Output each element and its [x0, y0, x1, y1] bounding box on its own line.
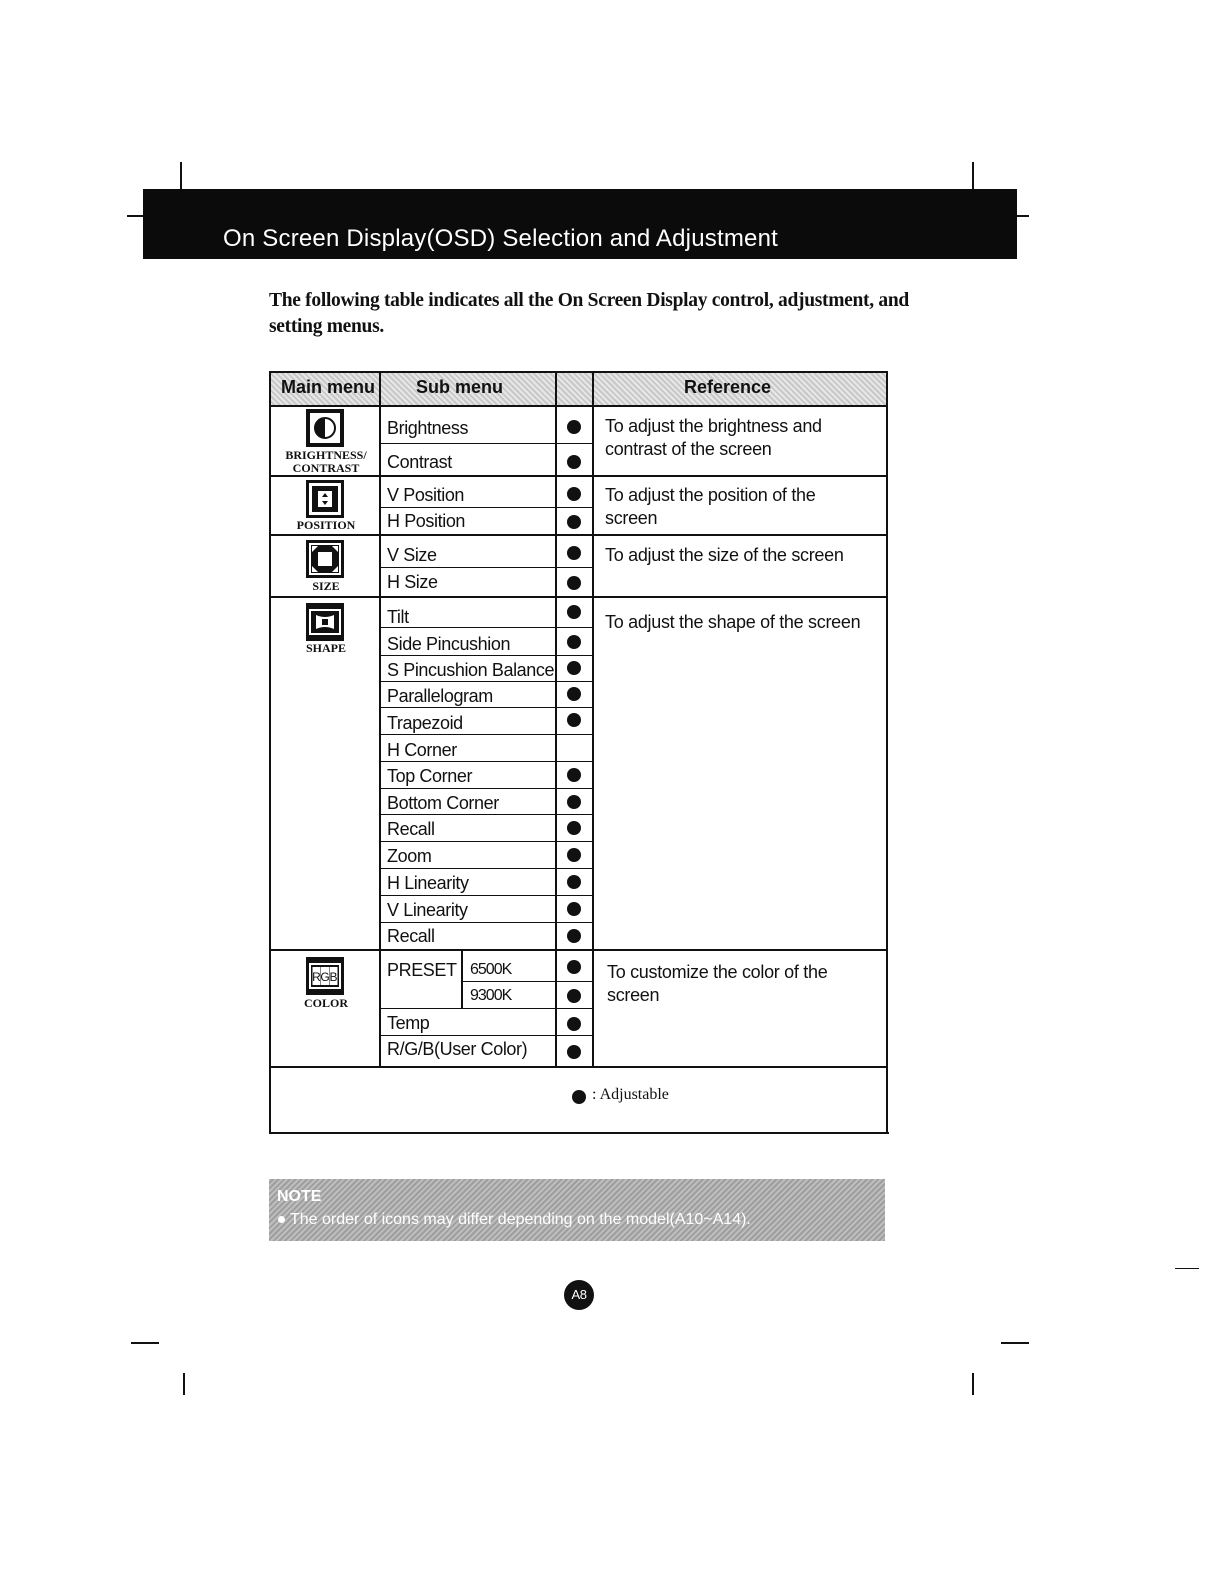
table-line [379, 443, 594, 444]
shape-label: SHAPE [305, 641, 346, 655]
adjustable-dot [567, 515, 581, 529]
adjustable-dot [567, 546, 581, 560]
preset-9300k[interactable]: 9300K [470, 987, 512, 1004]
submenu-v-position[interactable]: V Position [387, 485, 465, 505]
adjustable-dot [567, 713, 581, 727]
shape-icon [306, 603, 344, 641]
adjustable-dot [567, 768, 581, 782]
adjustable-dot [567, 875, 581, 889]
rgb-icon-g: G [320, 970, 330, 984]
submenu-preset[interactable]: PRESET [387, 960, 457, 980]
note-title: NOTE [277, 1188, 322, 1205]
note-text: The order of icons may differ depending on the model(A10~A14). [290, 1211, 751, 1228]
legend-text: : Adjustable [592, 1086, 669, 1103]
submenu-rgb-user-color[interactable]: R/G/B(User Color) [387, 1039, 528, 1059]
submenu-temp[interactable]: Temp [387, 1013, 430, 1033]
table-line [269, 534, 888, 536]
crop-mark [972, 162, 974, 190]
table-line [379, 868, 594, 869]
rgb-icon-b: B [329, 970, 338, 984]
adjustable-dot [567, 420, 581, 434]
adjustable-dot [567, 902, 581, 916]
crop-mark [1175, 1268, 1199, 1269]
adjustable-dot [567, 848, 581, 862]
adjustable-dot [567, 1017, 581, 1031]
table-border [269, 1132, 889, 1134]
table-line [379, 734, 594, 735]
table-line [269, 1066, 888, 1068]
submenu-v-size[interactable]: V Size [387, 545, 437, 565]
table-line [379, 655, 594, 656]
intro-text: The following table indicates all the On Screen Display control, adjustment, and setting menus. [269, 290, 909, 337]
adjustable-dot [567, 989, 581, 1003]
header-main-menu: Main menu [281, 377, 376, 397]
crop-mark [1001, 1342, 1029, 1344]
position-icon [306, 480, 344, 518]
submenu-v-linearity[interactable]: V Linearity [387, 900, 468, 920]
submenu-bottom-corner[interactable]: Bottom Corner [387, 793, 499, 813]
submenu-h-position[interactable]: H Position [387, 511, 466, 531]
table-line [461, 951, 463, 1009]
page-title: On Screen Display(OSD) Selection and Adjustment [223, 225, 778, 252]
reference-brightness: To adjust the brightness and contrast of the screen [605, 416, 822, 459]
adjustable-dot [567, 635, 581, 649]
submenu-h-size[interactable]: H Size [387, 572, 438, 592]
table-line [461, 981, 594, 982]
table-line [379, 1008, 594, 1009]
crop-mark [1015, 215, 1029, 217]
crop-mark [972, 1373, 974, 1395]
brightness-contrast-label: BRIGHTNESS/ CONTRAST [285, 448, 367, 475]
note-bullet-icon [278, 1216, 285, 1223]
table-line [379, 627, 594, 628]
reference-size: To adjust the size of the screen [605, 545, 844, 565]
submenu-h-linearity[interactable]: H Linearity [387, 873, 469, 893]
table-line [379, 567, 594, 568]
header-reference: Reference [684, 377, 772, 397]
adjustable-dot [567, 661, 581, 675]
submenu-trapezoid[interactable]: Trapezoid [387, 713, 463, 733]
table-line [269, 949, 888, 951]
table-line [379, 814, 594, 815]
table-line [379, 507, 594, 508]
reference-color: To customize the color of the screen [607, 962, 828, 1005]
table-line [379, 1035, 594, 1036]
submenu-contrast[interactable]: Contrast [387, 452, 452, 472]
submenu-zoom[interactable]: Zoom [387, 846, 432, 866]
brightness-contrast-icon [306, 409, 344, 447]
crop-mark [183, 1373, 185, 1395]
page-header [143, 189, 1017, 259]
table-line [379, 681, 594, 682]
submenu-h-corner[interactable]: H Corner [387, 740, 457, 760]
preset-6500k[interactable]: 6500K [470, 961, 512, 978]
rgb-icon [306, 957, 344, 995]
note-box [269, 1179, 885, 1241]
table-border [269, 371, 888, 373]
rgb-icon-r: R [312, 970, 321, 984]
crop-mark [131, 1342, 159, 1344]
submenu-brightness[interactable]: Brightness [387, 418, 469, 438]
size-icon [306, 540, 344, 578]
submenu-parallelogram[interactable]: Parallelogram [387, 686, 493, 706]
adjustable-dot [567, 929, 581, 943]
legend-dot [572, 1090, 586, 1104]
color-label: COLOR [303, 996, 348, 1010]
table-line [379, 895, 594, 896]
table-line [379, 922, 594, 923]
page-number: A8 [564, 1280, 594, 1310]
adjustable-dot [567, 576, 581, 590]
table-border [269, 371, 271, 1134]
adjustable-dot [567, 821, 581, 835]
adjustable-dot [567, 795, 581, 809]
header-bg [557, 373, 592, 406]
adjustable-dot [567, 487, 581, 501]
table-line [379, 841, 594, 842]
submenu-side-pincushion[interactable]: Side Pincushion [387, 634, 511, 654]
table-line [269, 596, 888, 598]
table-line [379, 707, 594, 708]
table-line [269, 405, 888, 407]
adjustable-dot [567, 1045, 581, 1059]
submenu-s-pincushion-balance[interactable]: S Pincushion Balance [387, 660, 555, 680]
crop-mark [180, 162, 182, 190]
table-line [379, 761, 594, 762]
submenu-tilt[interactable]: Tilt [387, 607, 409, 627]
reference-shape: To adjust the shape of the screen [605, 612, 861, 632]
position-label: POSITION [296, 518, 356, 532]
table-line [379, 788, 594, 789]
adjustable-dot [567, 687, 581, 701]
table-border [886, 371, 888, 1134]
submenu-recall[interactable]: Recall [387, 819, 435, 839]
submenu-top-corner[interactable]: Top Corner [387, 766, 473, 786]
table-line [269, 475, 888, 477]
header-sub-menu: Sub menu [416, 377, 504, 397]
adjustable-dot [567, 605, 581, 619]
adjustable-dot [567, 455, 581, 469]
reference-position: To adjust the position of the screen [605, 485, 816, 528]
adjustable-dot [567, 960, 581, 974]
size-label: SIZE [312, 579, 340, 593]
submenu-recall[interactable]: Recall [387, 926, 435, 946]
